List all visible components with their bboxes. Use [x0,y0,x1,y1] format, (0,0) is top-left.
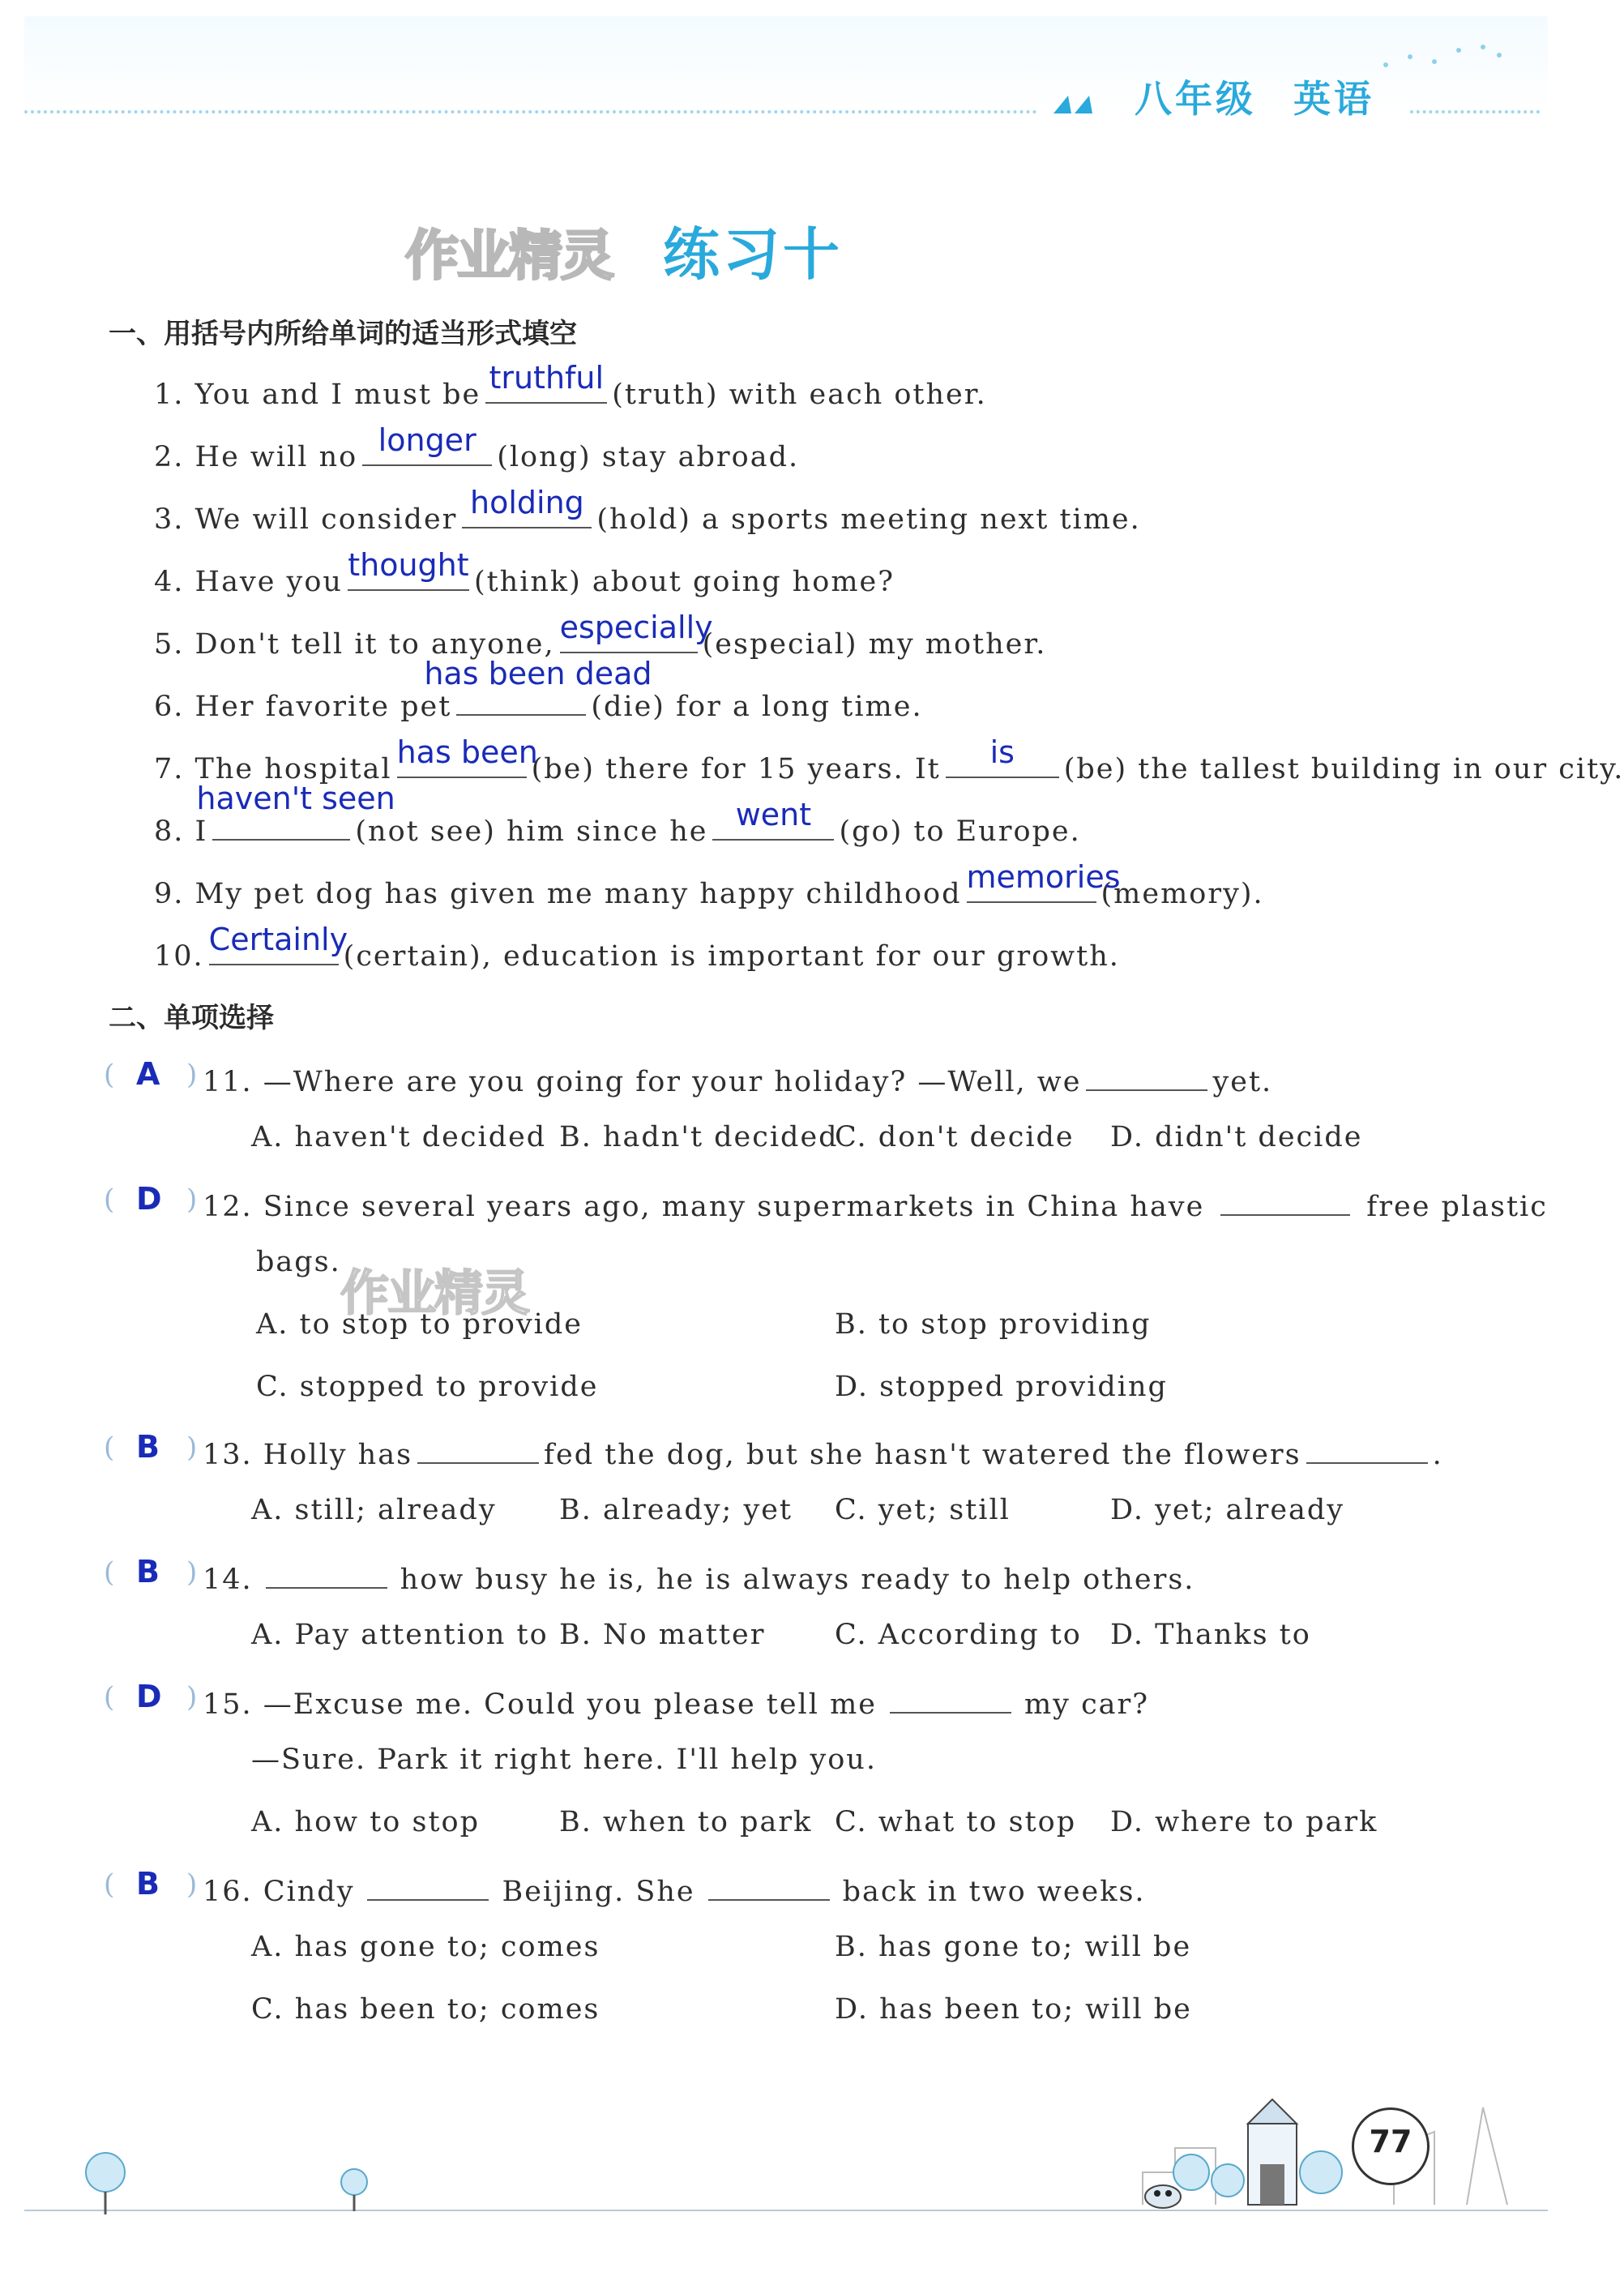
fill-item-9 [154,859,1264,910]
question-text: back in two weeks. [842,1876,1146,1908]
q13-option-c: C. yet; still [835,1494,1011,1526]
q16-option-b: B. has gone to; will be [835,1931,1192,1963]
q14-option-a: A. Pay attention to [251,1619,549,1651]
choice-answer: B [136,1429,160,1465]
question-text: free plastic [1366,1191,1548,1223]
q14-option-d: D. Thanks to [1110,1619,1311,1651]
item-text: You and I must be [194,379,481,411]
answer-blank [367,1868,489,1901]
item-text: (especial) my mother. [702,628,1047,661]
handwritten-answer: has been dead [424,656,652,691]
item-number: 4. [154,566,185,598]
handwritten-answer: is [989,734,1015,770]
answer-paren-open: ( [104,1681,115,1714]
q12-option-c: C. stopped to provide [256,1371,599,1403]
handwritten-answer: thought [348,547,469,583]
title-watermark: 作业精灵 [405,225,613,287]
fill-item-5 [154,610,1047,661]
item-text: (memory). [1100,878,1264,910]
item-number: 9. [154,878,185,910]
handwritten-answer: has been [396,734,538,770]
sparkle-dots-icon [1378,32,1507,73]
answer-blank [890,1681,1011,1714]
handwritten-answer: Certainly [208,922,348,957]
item-number: 3. [154,503,185,536]
fill-item-1 [154,360,987,411]
item-number: 7. [154,753,185,785]
question-16-stem [203,1868,1146,1908]
item-text: Don't tell it to anyone, [194,628,555,661]
item-text: (truth) with each other. [612,379,987,411]
handwritten-answer: haven't seen [196,781,395,816]
answer-paren-close: ) [186,1431,198,1464]
question-text: 11. —Where are you going for your holiday? —Well, we [203,1066,1082,1098]
q13-option-d: D. yet; already [1110,1494,1345,1526]
answer-blank [362,422,492,466]
q11-option-d: D. didn't decide [1110,1121,1363,1153]
answer-paren-open: ( [104,1431,115,1464]
answer-blank [462,485,592,528]
fill-item-10 [154,922,1120,973]
q14-option-c: C. According to [835,1619,1082,1651]
item-text: (think) about going home? [473,566,895,598]
question-12-cont: bags. [256,1246,341,1278]
item-number: 6. [154,691,185,723]
item-text: We will consider [194,503,458,536]
answer-blank [348,547,469,591]
item-number: 10. [154,940,204,973]
answer-blank [1086,1059,1207,1091]
q14-option-b: B. No matter [559,1619,766,1651]
header-divider-right [1410,110,1540,113]
answer-paren-open: ( [104,1183,115,1216]
item-text: (be) there for 15 years. It [531,753,941,785]
q12-option-a: A. to stop to provide [256,1308,583,1341]
fill-item-6 [154,656,923,723]
item-text: My pet dog has given me many happy childhood [194,878,962,910]
q12-option-d: D. stopped providing [835,1371,1168,1403]
question-11-stem [203,1059,1272,1098]
answer-blank [485,360,607,404]
q12-option-b: B. to stop providing [835,1308,1152,1341]
question-14-stem [203,1556,1194,1596]
answer-blank [196,781,395,841]
item-text: The hospital [194,753,392,785]
subject-label: 英语 [1293,77,1375,121]
answer-blank [946,734,1059,778]
answer-blank [396,734,538,778]
choice-answer: D [136,1181,162,1217]
question-text: 16. Cindy [203,1876,355,1908]
item-number: 1. [154,379,185,411]
item-text: He will no [194,441,358,473]
q16-option-a: A. has gone to; comes [251,1931,600,1963]
item-number: 2. [154,441,185,473]
q11-option-a: A. haven't decided [251,1121,547,1153]
q13-option-a: A. still; already [251,1494,497,1526]
q16-option-c: C. has been to; comes [251,1993,600,2026]
item-number: 5. [154,628,185,661]
fill-item-8 [154,781,1081,848]
question-12-stem [203,1183,1548,1223]
grade-label: 八年级 [1135,77,1256,121]
item-text: Have you [194,566,343,598]
handwritten-answer: longer [378,422,477,458]
choice-answer: B [136,1554,160,1590]
handwritten-answer: holding [470,485,584,520]
answer-paren-close: ) [186,1556,198,1589]
fill-item-4 [154,547,895,598]
question-13-stem [203,1431,1443,1471]
answer-blank [966,859,1121,903]
answer-blank [1306,1431,1428,1464]
answer-paren-open: ( [104,1059,115,1091]
fill-item-7 [154,734,1624,785]
town-scene-illustration [1126,2075,1540,2213]
item-text: (go) to Europe. [839,815,1081,848]
answer-paren-open: ( [104,1556,115,1589]
fill-item-3 [154,485,1141,536]
watermark-logo: 作业精灵 [340,1265,528,1322]
q15-option-d: D. where to park [1110,1806,1378,1838]
item-text: I [194,815,208,848]
question-text: Beijing. She [502,1876,695,1908]
answer-paren-open: ( [104,1868,115,1901]
q11-option-b: B. hadn't decided [559,1121,839,1153]
question-text: 15. —Excuse me. Could you please tell me [203,1688,877,1721]
answer-paren-close: ) [186,1681,198,1714]
answer-blank [266,1556,387,1589]
answer-blank [559,610,713,653]
item-text: (be) the tallest building in our city. [1063,753,1624,785]
grade-subject [1135,70,1374,123]
question-text: my car? [1024,1688,1150,1721]
handwritten-answer: especially [559,610,713,645]
answer-paren-close: ) [186,1868,198,1901]
section1-heading: 一、用括号内所给单词的适当形式填空 [109,318,577,350]
choice-answer: B [136,1866,160,1902]
item-text: (die) for a long time. [591,691,923,723]
answer-blank [712,797,834,841]
section2-heading: 二、单项选择 [109,1002,274,1034]
answer-blank [208,922,348,965]
fill-item-2 [154,422,800,473]
q15-option-b: B. when to park [559,1806,813,1838]
handwritten-answer: went [735,797,812,832]
item-text: (long) stay abroad. [497,441,800,473]
handwritten-answer: truthful [489,360,605,396]
question-text: yet. [1212,1066,1273,1098]
header-triangle-icon [1053,91,1102,115]
question-text: fed the dog, but she hasn't watered the flowers [544,1439,1301,1471]
handwritten-answer: memories [966,859,1121,895]
answer-blank [1220,1183,1350,1216]
tree-icon [77,2148,134,2221]
choice-answer: A [136,1056,160,1092]
header-divider [24,110,1037,113]
answer-paren-close: ) [186,1059,198,1091]
answer-paren-close: ) [186,1183,198,1216]
choice-answer: D [136,1679,162,1714]
question-text: 12. Since several years ago, many supermarkets in China have [203,1191,1205,1223]
question-text: 14. [203,1564,253,1596]
q13-option-b: B. already; yet [559,1494,793,1526]
item-text: (hold) a sports meeting next time. [596,503,1141,536]
question-15-cont: —Sure. Park it right here. I'll help you. [251,1744,877,1776]
page-title: 练习十 [663,221,843,288]
answer-blank [424,656,652,716]
question-text: . [1432,1439,1443,1471]
q15-option-c: C. what to stop [835,1806,1077,1838]
small-tree-icon [334,2164,374,2221]
item-text: Her favorite pet [194,691,452,723]
question-15-stem [203,1681,1149,1721]
item-text: (certain), education is important for our growth. [343,940,1120,973]
answer-blank [708,1868,830,1901]
q11-option-c: C. don't decide [835,1121,1075,1153]
page-number: 77 [1369,2124,1412,2159]
answer-blank [417,1431,539,1464]
question-text: 13. Holly has [203,1439,413,1471]
q16-option-d: D. has been to; will be [835,1993,1192,2026]
question-text: how busy he is, he is always ready to help others. [400,1564,1195,1596]
item-number: 8. [154,815,185,848]
item-text: (not see) him since he [355,815,708,848]
q15-option-a: A. how to stop [251,1806,480,1838]
